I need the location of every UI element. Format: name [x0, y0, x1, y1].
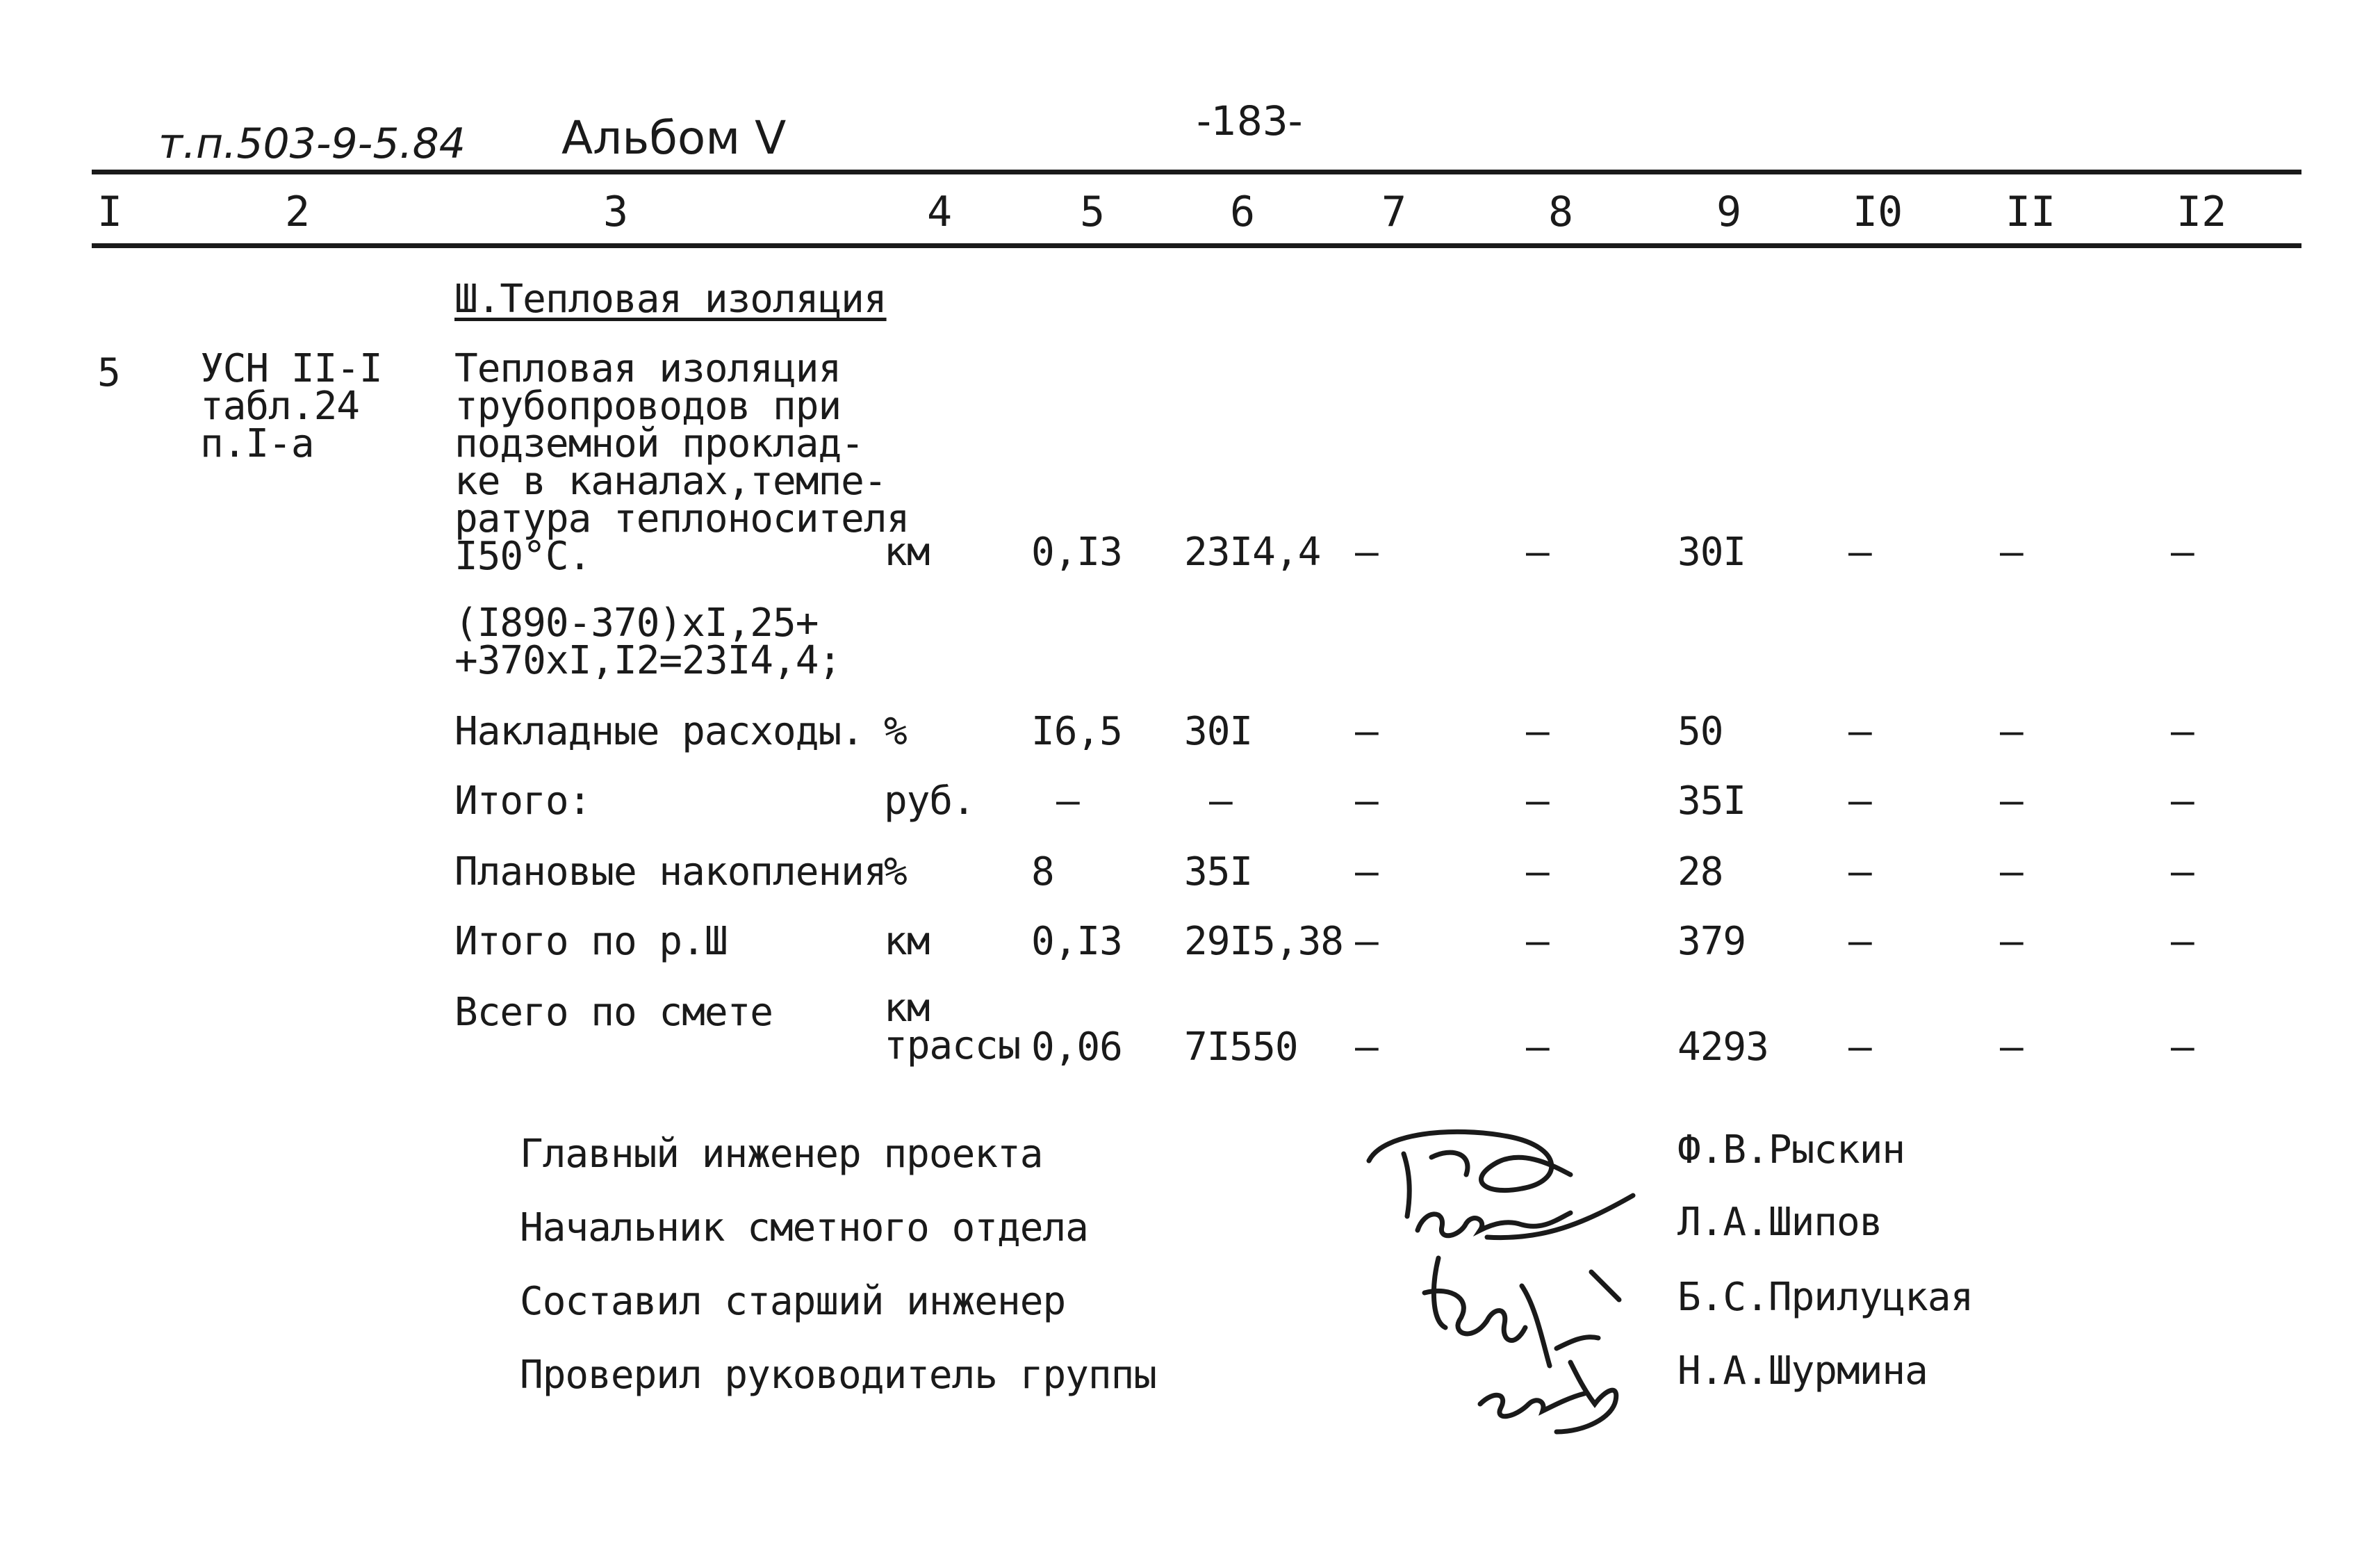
- row-col11: –: [2000, 709, 2023, 754]
- row-col10: –: [1848, 1025, 1871, 1070]
- row-col10: –: [1848, 919, 1871, 964]
- signatory-role: Проверил руководитель группы: [520, 1353, 1157, 1398]
- column-header-3: 3: [603, 188, 629, 236]
- row-col6: –: [1209, 778, 1232, 824]
- column-header-8: 8: [1548, 188, 1574, 236]
- row-col6: 30I: [1184, 709, 1253, 754]
- row-name: Всего по смете: [454, 990, 773, 1035]
- row-col9: 50: [1677, 709, 1723, 754]
- row-col10: –: [1848, 709, 1871, 754]
- row-col9: 379: [1677, 919, 1746, 964]
- row-unit: руб.: [884, 778, 975, 824]
- signatory-name: Б.С.Прилуцкая: [1677, 1275, 1973, 1320]
- item-description: Тепловая изоляция трубопроводов при подземной проклад- ке в каналах,темпе- ратура теплоносителя I50°С.: [454, 346, 910, 579]
- row-col10: –: [1848, 778, 1871, 824]
- signatory-name: Н.А.Шурмина: [1677, 1348, 1928, 1394]
- item-col10: –: [1848, 530, 1871, 575]
- row-col5: 8: [1031, 849, 1054, 895]
- row-col11: –: [2000, 1025, 2023, 1070]
- row-col6: 7I550: [1184, 1025, 1298, 1070]
- column-header-5: 5: [1080, 188, 1106, 236]
- row-name: Плановые накопления: [454, 849, 887, 895]
- item-col11: –: [2000, 530, 2023, 575]
- column-header-10: I0: [1853, 188, 1903, 236]
- row-name: Итого:: [454, 778, 591, 824]
- row-name: Накладные расходы.: [454, 709, 864, 754]
- column-header-11: II: [2005, 188, 2056, 236]
- column-header-2: 2: [285, 188, 311, 236]
- row-col9: 28: [1677, 849, 1723, 895]
- item-reference: УСН II-I табл.24 п.I-а: [200, 346, 382, 466]
- item-cost: 23I4,4: [1184, 530, 1321, 575]
- item-col9: 30I: [1677, 530, 1746, 575]
- row-unit: %: [884, 849, 907, 895]
- column-header-7: 7: [1381, 188, 1407, 236]
- row-col6: 29I5,38: [1184, 919, 1344, 964]
- page-number: -183-: [1197, 97, 1303, 145]
- column-header-9: 9: [1716, 188, 1742, 236]
- document-code: т.п.503-9-5.84: [158, 120, 466, 168]
- column-header-12: I2: [2176, 188, 2227, 236]
- item-number: 5: [97, 350, 120, 395]
- row-col12: –: [2171, 778, 2194, 824]
- row-col6: 35I: [1184, 849, 1253, 895]
- row-name: Итого по р.Ш: [454, 919, 728, 964]
- row-col9: 35I: [1677, 778, 1746, 824]
- item-formula: (I890-370)xI,25+ +370xI,I2=23I4,4;: [454, 601, 842, 683]
- row-col7: –: [1355, 1025, 1378, 1070]
- item-col8: –: [1526, 530, 1549, 575]
- item-quantity: 0,I3: [1031, 530, 1122, 575]
- row-col8: –: [1526, 1025, 1549, 1070]
- signatory-role: Главный инженер проекта: [520, 1132, 1043, 1177]
- handwritten-signature: [1466, 1328, 1696, 1439]
- item-col7: –: [1355, 530, 1378, 575]
- header-bottom-rule: [92, 243, 2301, 248]
- row-col7: –: [1355, 778, 1378, 824]
- signatory-role: Начальник сметного отдела: [520, 1205, 1088, 1250]
- album-label: Альбом V: [561, 111, 787, 165]
- row-col12: –: [2171, 709, 2194, 754]
- row-col11: –: [2000, 919, 2023, 964]
- row-col12: –: [2171, 849, 2194, 895]
- column-header-4: 4: [927, 188, 953, 236]
- row-col5: –: [1056, 778, 1079, 824]
- row-col8: –: [1526, 849, 1549, 895]
- row-col11: –: [2000, 778, 2023, 824]
- row-col5: I6,5: [1031, 709, 1122, 754]
- signatory-name: Л.А.Шипов: [1677, 1200, 1882, 1245]
- row-col8: –: [1526, 709, 1549, 754]
- row-col7: –: [1355, 919, 1378, 964]
- row-col5: 0,I3: [1031, 919, 1122, 964]
- row-col11: –: [2000, 849, 2023, 895]
- item-unit: км: [884, 530, 930, 575]
- section-title: Ш.Тепловая изоляция: [454, 277, 887, 322]
- row-unit: %: [884, 709, 907, 754]
- row-col12: –: [2171, 1025, 2194, 1070]
- row-col12: –: [2171, 919, 2194, 964]
- row-unit: км: [884, 919, 930, 964]
- signatory-role: Составил старший инженер: [520, 1279, 1066, 1324]
- row-col8: –: [1526, 919, 1549, 964]
- row-col9: 4293: [1677, 1025, 1768, 1070]
- signatory-name: Ф.В.Рыскин: [1677, 1127, 1905, 1173]
- column-header-1: I: [97, 188, 123, 236]
- row-col10: –: [1848, 849, 1871, 895]
- row-col7: –: [1355, 849, 1378, 895]
- item-col12: –: [2171, 530, 2194, 575]
- header-top-rule: [92, 170, 2301, 174]
- row-col8: –: [1526, 778, 1549, 824]
- row-unit: км трассы: [884, 986, 1021, 1068]
- row-col7: –: [1355, 709, 1378, 754]
- row-col5: 0,06: [1031, 1025, 1122, 1070]
- column-header-6: 6: [1230, 188, 1256, 236]
